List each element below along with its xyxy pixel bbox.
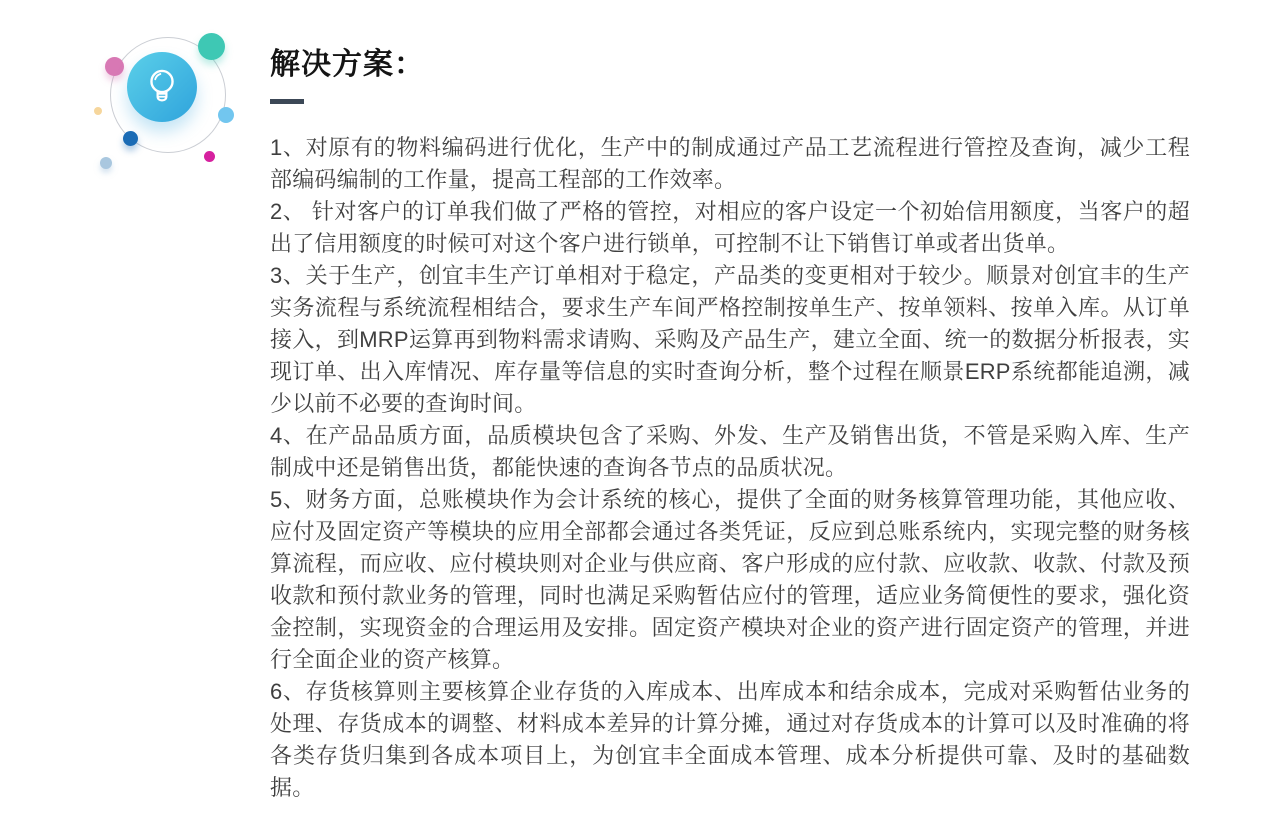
- paragraph-2: 2、 针对客户的订单我们做了严格的管控，对相应的客户设定一个初始信用额度，当客户的超出了信用额度的时候可对这个客户进行锁单，可控制不让下销售订单或者出货单。: [270, 199, 1190, 256]
- paragraph-5: 5、财务方面，总账模块作为会计系统的核心，提供了全面的财务核算管理功能，其他应收、应付及固定资产等模块的应用全部都会通过各类凭证，反应到总账系统内，实现完整的财务核算流程，而应收、应付模块则对企业与供应商、客户形成的应付款、应收款、收款、付款及预收款和预付款业务的管理，同时也满足采购暂估应付的管理，适应业务简便性的要求，强化资金控制，实现资金的合理运用及安排。固定资产模块对企业的资产进行固定资产的管理，并进行全面企业的资产核算。: [270, 487, 1190, 672]
- paragraph-1: 1、对原有的物料编码进行优化，生产中的制成通过产品工艺流程进行管控及查询，减少工程部编码编制的工作量，提高工程部的工作效率。: [270, 135, 1190, 192]
- blue-gray-dot: [100, 157, 112, 169]
- magenta-dot: [204, 151, 215, 162]
- light-blue-dot: [218, 107, 234, 123]
- gradient-circle: [127, 52, 197, 122]
- paragraph-4: 4、在产品品质方面，品质模块包含了采购、外发、生产及销售出货，不管是采购入库、生产制成中还是销售出货，都能快速的查询各节点的品质状况。: [270, 423, 1190, 480]
- section-title: 解决方案：: [270, 48, 425, 81]
- teal-dot: [198, 33, 225, 60]
- lightbulb-badge: [85, 25, 245, 185]
- solution-paragraphs: [270, 132, 1190, 804]
- solution-section: [270, 45, 1190, 804]
- paragraph-6: 6、存货核算则主要核算企业存货的入库成本、出库成本和结余成本，完成对采购暂估业务的处理、存货成本的调整、材料成本差异的计算分摊，通过对存货成本的计算可以及时准确的将各类存货归集到各成本项目上，为创宜丰全面成本管理、成本分析提供可靠、及时的基础数据。: [270, 679, 1190, 800]
- pink-dot: [105, 57, 124, 76]
- lightbulb-icon: [140, 65, 184, 109]
- yellow-dot: [94, 107, 102, 115]
- title-accent-bar: [270, 99, 304, 104]
- paragraph-3: 3、关于生产，创宜丰生产订单相对于稳定，产品类的变更相对于较少。顺景对创宜丰的生产实务流程与系统流程相结合，要求生产车间严格控制按单生产、按单领料、按单入库。从订单接入，到MRP运算再到物料需求请购、采购及产品生产，建立全面、统一的数据分析报表，实现订单、出入库情况、库存量等信息的实时查询分析，整个过程在顺景ERP系统都能追溯，减少以前不必要的查询时间。: [270, 263, 1190, 416]
- dark-blue-dot: [123, 131, 138, 146]
